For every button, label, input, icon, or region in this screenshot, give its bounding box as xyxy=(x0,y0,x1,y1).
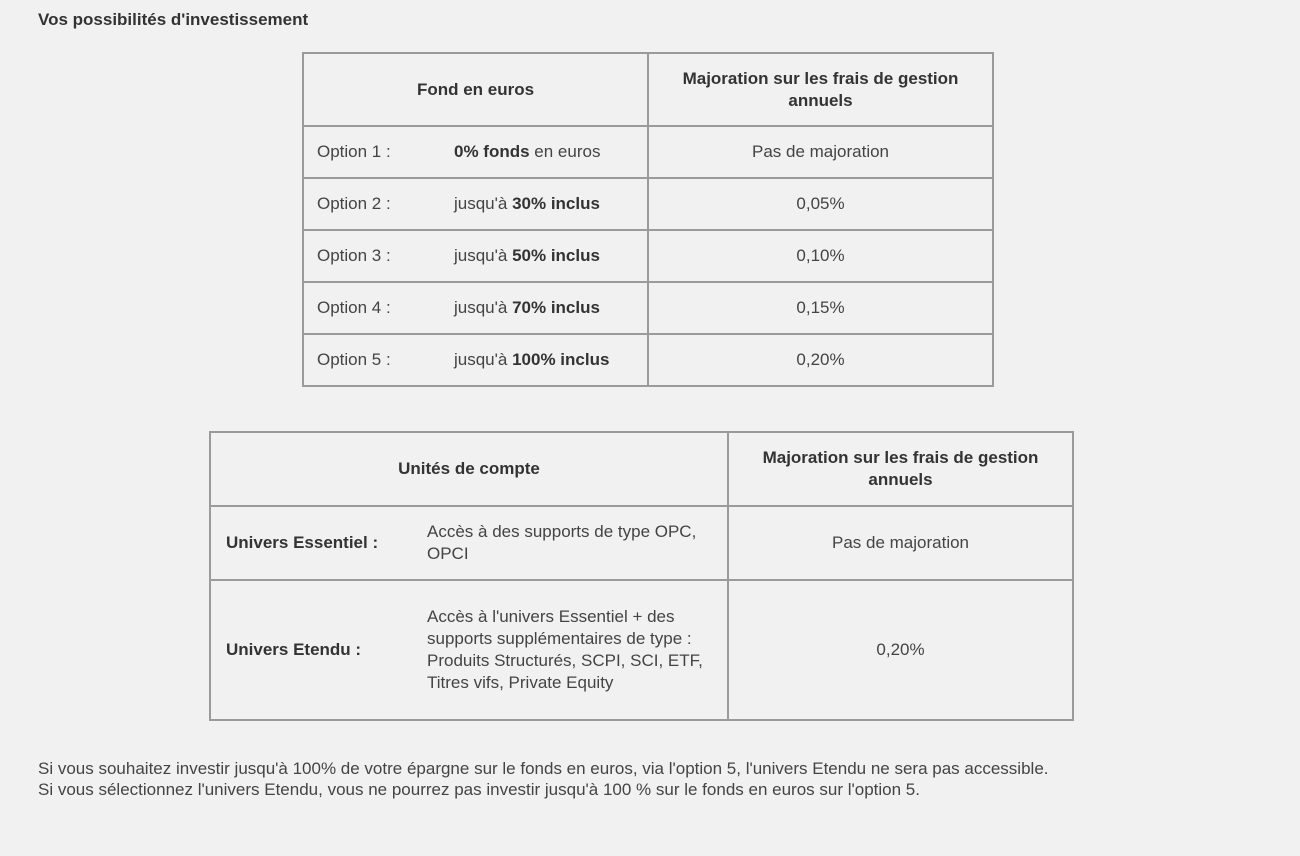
unites-de-compte-table xyxy=(209,431,1074,721)
table-row xyxy=(303,282,993,334)
option-description: 0% fonds en euros xyxy=(454,142,601,161)
header-majoration: Majoration sur les frais de gestion annuels xyxy=(728,432,1073,506)
majoration-value: 0,20% xyxy=(648,334,993,386)
option-description: jusqu'à 50% inclus xyxy=(454,246,600,265)
majoration-value: 0,15% xyxy=(648,282,993,334)
footnote-line-2: Si vous sélectionnez l'univers Etendu, vous ne pourrez pas investir jusqu'à 100 % sur le fonds en euros sur l'option 5. xyxy=(38,780,920,799)
majoration-value: Pas de majoration xyxy=(648,126,993,178)
univers-label: Univers Essentiel : xyxy=(226,533,379,552)
footnote-line-1: Si vous souhaitez investir jusqu'à 100% de votre épargne sur le fonds en euros, via l'option 5, l'univers Etendu ne sera pas accessible. xyxy=(38,759,1049,778)
fonds-euros-table xyxy=(302,52,994,387)
option-label: Option 5 : xyxy=(317,350,391,369)
option-label: Option 1 : xyxy=(317,142,391,161)
option-description: jusqu'à 30% inclus xyxy=(454,194,600,213)
option-cell xyxy=(303,230,648,282)
option-label: Option 3 : xyxy=(317,246,391,265)
table-row xyxy=(303,126,993,178)
majoration-value: Pas de majoration xyxy=(728,506,1073,580)
table-row xyxy=(303,334,993,386)
univers-cell xyxy=(210,506,728,580)
majoration-value: 0,10% xyxy=(648,230,993,282)
option-description: jusqu'à 100% inclus xyxy=(454,350,610,369)
header-unites-de-compte: Unités de compte xyxy=(210,432,728,506)
option-cell xyxy=(303,334,648,386)
option-label: Option 4 : xyxy=(317,298,391,317)
option-cell xyxy=(303,178,648,230)
option-description: jusqu'à 70% inclus xyxy=(454,298,600,317)
table-row xyxy=(210,580,1073,720)
footnote xyxy=(38,758,1128,800)
table-row xyxy=(303,178,993,230)
univers-label: Univers Etendu : xyxy=(226,640,362,659)
option-cell xyxy=(303,282,648,334)
header-majoration: Majoration sur les frais de gestion annuels xyxy=(648,53,993,126)
univers-description: Accès à l'univers Essentiel + des supports supplémentaires de type : Produits Structurés, SCPI, SCI, ETF, Titres vifs, Private Equity xyxy=(427,607,703,692)
option-label: Option 2 : xyxy=(317,194,391,213)
univers-cell xyxy=(210,580,728,720)
majoration-value: 0,20% xyxy=(728,580,1073,720)
page-title: Vos possibilités d'investissement xyxy=(38,10,309,29)
header-fond-euros: Fond en euros xyxy=(303,53,648,126)
table-row xyxy=(210,506,1073,580)
majoration-value: 0,05% xyxy=(648,178,993,230)
option-cell xyxy=(303,126,648,178)
table-header-row xyxy=(303,53,993,126)
univers-description: Accès à des supports de type OPC, OPCI xyxy=(427,522,697,563)
table-header-row xyxy=(210,432,1073,506)
table-row xyxy=(303,230,993,282)
